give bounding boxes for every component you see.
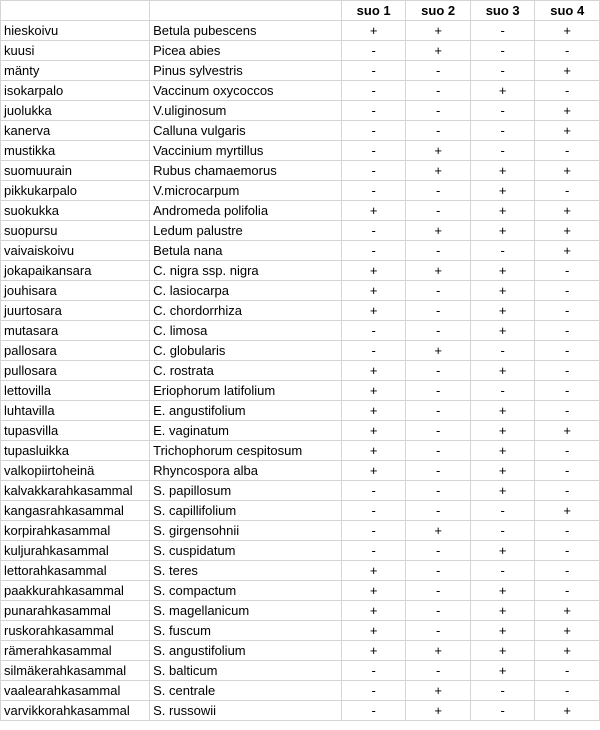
table-row bbox=[1, 641, 600, 661]
table-row bbox=[1, 561, 600, 581]
presence-cell-suo-2[interactable]: - bbox=[406, 441, 471, 461]
presence-cell-suo-4[interactable]: - bbox=[535, 81, 600, 101]
finnish-name-cell[interactable]: isokarpalo bbox=[1, 81, 150, 101]
presence-cell-suo-4[interactable]: - bbox=[535, 581, 600, 601]
presence-cell-suo-4[interactable]: - bbox=[535, 521, 600, 541]
presence-cell-suo-1[interactable]: - bbox=[341, 101, 406, 121]
presence-cell-suo-2[interactable]: - bbox=[406, 321, 471, 341]
presence-cell-suo-2[interactable]: - bbox=[406, 621, 471, 641]
presence-cell-suo-2[interactable]: - bbox=[406, 381, 471, 401]
presence-cell-suo-4[interactable]: - bbox=[535, 41, 600, 61]
finnish-name-cell[interactable]: paakkurahkasammal bbox=[1, 581, 150, 601]
presence-cell-suo-4[interactable]: - bbox=[535, 381, 600, 401]
presence-cell-suo-4[interactable]: - bbox=[535, 261, 600, 281]
finnish-name-cell[interactable]: kalvakkarahkasammal bbox=[1, 481, 150, 501]
table-row bbox=[1, 101, 600, 121]
table-row bbox=[1, 381, 600, 401]
presence-cell-suo-2[interactable]: - bbox=[406, 421, 471, 441]
latin-name-cell[interactable]: C. chordorrhiza bbox=[150, 301, 342, 321]
presence-cell-suo-2[interactable]: + bbox=[406, 701, 471, 721]
presence-cell-suo-4[interactable]: + bbox=[535, 201, 600, 221]
latin-name-cell[interactable]: Betula pubescens bbox=[150, 21, 342, 41]
header-row bbox=[1, 1, 600, 21]
latin-name-cell[interactable]: Rubus chamaemorus bbox=[150, 161, 342, 181]
presence-cell-suo-1[interactable]: - bbox=[341, 141, 406, 161]
finnish-name-cell[interactable]: pullosara bbox=[1, 361, 150, 381]
presence-cell-suo-1[interactable]: - bbox=[341, 61, 406, 81]
latin-name-cell[interactable]: V.uliginosum bbox=[150, 101, 342, 121]
presence-cell-suo-2[interactable]: - bbox=[406, 501, 471, 521]
presence-cell-suo-4[interactable]: - bbox=[535, 681, 600, 701]
latin-name-cell[interactable]: Picea abies bbox=[150, 41, 342, 61]
presence-cell-suo-3[interactable]: + bbox=[470, 161, 535, 181]
presence-cell-suo-4[interactable]: + bbox=[535, 221, 600, 241]
table-row bbox=[1, 701, 600, 721]
presence-cell-suo-1[interactable]: - bbox=[341, 541, 406, 561]
table-row bbox=[1, 261, 600, 281]
presence-cell-suo-2[interactable]: - bbox=[406, 401, 471, 421]
table-row bbox=[1, 321, 600, 341]
finnish-name-cell[interactable]: tupasvilla bbox=[1, 421, 150, 441]
presence-cell-suo-1[interactable]: - bbox=[341, 501, 406, 521]
presence-cell-suo-1[interactable]: + bbox=[341, 441, 406, 461]
presence-cell-suo-4[interactable]: + bbox=[535, 621, 600, 641]
presence-cell-suo-2[interactable]: - bbox=[406, 61, 471, 81]
presence-cell-suo-4[interactable]: - bbox=[535, 661, 600, 681]
finnish-name-cell[interactable]: kanerva bbox=[1, 121, 150, 141]
presence-cell-suo-3[interactable]: - bbox=[470, 61, 535, 81]
latin-name-cell[interactable]: Andromeda polifolia bbox=[150, 201, 342, 221]
presence-cell-suo-4[interactable]: - bbox=[535, 401, 600, 421]
presence-cell-suo-4[interactable]: + bbox=[535, 421, 600, 441]
header-suo-3[interactable]: suo 3 bbox=[470, 1, 535, 21]
presence-cell-suo-4[interactable]: - bbox=[535, 481, 600, 501]
finnish-name-cell[interactable]: varvikkorahkasammal bbox=[1, 701, 150, 721]
latin-name-cell[interactable]: S. russowii bbox=[150, 701, 342, 721]
latin-name-cell[interactable]: Vaccinum oxycoccos bbox=[150, 81, 342, 101]
presence-cell-suo-4[interactable]: + bbox=[535, 61, 600, 81]
presence-cell-suo-4[interactable]: + bbox=[535, 701, 600, 721]
presence-cell-suo-4[interactable]: - bbox=[535, 181, 600, 201]
presence-cell-suo-1[interactable]: + bbox=[341, 561, 406, 581]
presence-cell-suo-1[interactable]: + bbox=[341, 201, 406, 221]
presence-cell-suo-2[interactable]: - bbox=[406, 461, 471, 481]
table-row bbox=[1, 581, 600, 601]
latin-name-cell[interactable]: S. capillifolium bbox=[150, 501, 342, 521]
presence-cell-suo-2[interactable]: + bbox=[406, 221, 471, 241]
finnish-name-cell[interactable]: kuusi bbox=[1, 41, 150, 61]
presence-cell-suo-3[interactable]: - bbox=[470, 561, 535, 581]
presence-cell-suo-3[interactable]: - bbox=[470, 21, 535, 41]
presence-cell-suo-4[interactable]: - bbox=[535, 441, 600, 461]
latin-name-cell[interactable]: Calluna vulgaris bbox=[150, 121, 342, 141]
presence-cell-suo-3[interactable]: - bbox=[470, 241, 535, 261]
table-row bbox=[1, 461, 600, 481]
presence-cell-suo-1[interactable]: - bbox=[341, 701, 406, 721]
latin-name-cell[interactable]: C. rostrata bbox=[150, 361, 342, 381]
presence-cell-suo-1[interactable]: - bbox=[341, 181, 406, 201]
presence-cell-suo-3[interactable]: - bbox=[470, 41, 535, 61]
table-row bbox=[1, 141, 600, 161]
presence-cell-suo-3[interactable]: + bbox=[470, 621, 535, 641]
latin-name-cell[interactable]: S. cuspidatum bbox=[150, 541, 342, 561]
latin-name-cell[interactable]: S. teres bbox=[150, 561, 342, 581]
latin-name-cell[interactable]: Rhyncospora alba bbox=[150, 461, 342, 481]
latin-name-cell[interactable]: E. vaginatum bbox=[150, 421, 342, 441]
table-row bbox=[1, 21, 600, 41]
presence-cell-suo-2[interactable]: - bbox=[406, 361, 471, 381]
presence-cell-suo-3[interactable]: + bbox=[470, 181, 535, 201]
presence-cell-suo-1[interactable]: + bbox=[341, 621, 406, 641]
presence-cell-suo-2[interactable]: - bbox=[406, 541, 471, 561]
presence-cell-suo-2[interactable]: - bbox=[406, 101, 471, 121]
latin-name-cell[interactable]: Betula nana bbox=[150, 241, 342, 261]
presence-cell-suo-1[interactable]: - bbox=[341, 121, 406, 141]
presence-cell-suo-1[interactable]: + bbox=[341, 641, 406, 661]
presence-cell-suo-1[interactable]: + bbox=[341, 421, 406, 441]
presence-cell-suo-2[interactable]: - bbox=[406, 301, 471, 321]
presence-cell-suo-1[interactable]: - bbox=[341, 241, 406, 261]
finnish-name-cell[interactable]: pallosara bbox=[1, 341, 150, 361]
presence-cell-suo-2[interactable]: - bbox=[406, 281, 471, 301]
presence-cell-suo-3[interactable]: - bbox=[470, 141, 535, 161]
latin-name-cell[interactable]: C. nigra ssp. nigra bbox=[150, 261, 342, 281]
presence-cell-suo-3[interactable]: + bbox=[470, 581, 535, 601]
latin-name-cell[interactable]: S. girgensohnii bbox=[150, 521, 342, 541]
table-row bbox=[1, 481, 600, 501]
table-row bbox=[1, 281, 600, 301]
finnish-name-cell[interactable]: silmäkerahkasammal bbox=[1, 661, 150, 681]
table-row bbox=[1, 441, 600, 461]
table-row bbox=[1, 221, 600, 241]
table-row bbox=[1, 201, 600, 221]
header-cell[interactable] bbox=[150, 1, 342, 21]
presence-cell-suo-3[interactable]: + bbox=[470, 641, 535, 661]
presence-cell-suo-4[interactable]: + bbox=[535, 241, 600, 261]
presence-cell-suo-3[interactable]: + bbox=[470, 361, 535, 381]
finnish-name-cell[interactable]: jouhisara bbox=[1, 281, 150, 301]
presence-cell-suo-4[interactable]: - bbox=[535, 541, 600, 561]
presence-cell-suo-1[interactable]: - bbox=[341, 521, 406, 541]
presence-cell-suo-3[interactable]: + bbox=[470, 261, 535, 281]
presence-cell-suo-1[interactable]: + bbox=[341, 301, 406, 321]
table-row bbox=[1, 121, 600, 141]
presence-cell-suo-1[interactable]: + bbox=[341, 281, 406, 301]
finnish-name-cell[interactable]: lettorahkasammal bbox=[1, 561, 150, 581]
presence-cell-suo-3[interactable]: + bbox=[470, 201, 535, 221]
finnish-name-cell[interactable]: vaalearahkasammal bbox=[1, 681, 150, 701]
presence-cell-suo-4[interactable]: + bbox=[535, 601, 600, 621]
finnish-name-cell[interactable]: jokapaikansara bbox=[1, 261, 150, 281]
latin-name-cell[interactable]: S. angustifolium bbox=[150, 641, 342, 661]
table-row bbox=[1, 681, 600, 701]
presence-cell-suo-2[interactable]: + bbox=[406, 341, 471, 361]
presence-cell-suo-4[interactable]: + bbox=[535, 501, 600, 521]
finnish-name-cell[interactable]: valkopiirtoheinä bbox=[1, 461, 150, 481]
presence-cell-suo-1[interactable]: + bbox=[341, 381, 406, 401]
presence-cell-suo-2[interactable]: + bbox=[406, 261, 471, 281]
presence-cell-suo-3[interactable]: + bbox=[470, 81, 535, 101]
presence-cell-suo-3[interactable]: + bbox=[470, 421, 535, 441]
presence-cell-suo-1[interactable]: - bbox=[341, 681, 406, 701]
finnish-name-cell[interactable]: kangasrahkasammal bbox=[1, 501, 150, 521]
header-cell[interactable] bbox=[1, 1, 150, 21]
presence-cell-suo-1[interactable]: + bbox=[341, 21, 406, 41]
latin-name-cell[interactable]: C. globularis bbox=[150, 341, 342, 361]
table-row bbox=[1, 41, 600, 61]
finnish-name-cell[interactable]: pikkukarpalo bbox=[1, 181, 150, 201]
table-row bbox=[1, 421, 600, 441]
presence-cell-suo-2[interactable]: - bbox=[406, 81, 471, 101]
presence-cell-suo-3[interactable]: + bbox=[470, 481, 535, 501]
finnish-name-cell[interactable]: hieskoivu bbox=[1, 21, 150, 41]
presence-cell-suo-2[interactable]: + bbox=[406, 161, 471, 181]
presence-cell-suo-2[interactable]: - bbox=[406, 201, 471, 221]
presence-cell-suo-3[interactable]: + bbox=[470, 601, 535, 621]
latin-name-cell[interactable]: Vaccinium myrtillus bbox=[150, 141, 342, 161]
table-row bbox=[1, 61, 600, 81]
presence-cell-suo-1[interactable]: - bbox=[341, 161, 406, 181]
table-row bbox=[1, 401, 600, 421]
presence-cell-suo-4[interactable]: - bbox=[535, 141, 600, 161]
latin-name-cell[interactable]: S. fuscum bbox=[150, 621, 342, 641]
table-row bbox=[1, 241, 600, 261]
finnish-name-cell[interactable]: vaivaiskoivu bbox=[1, 241, 150, 261]
table-row bbox=[1, 501, 600, 521]
presence-cell-suo-1[interactable]: - bbox=[341, 41, 406, 61]
latin-name-cell[interactable]: V.microcarpum bbox=[150, 181, 342, 201]
presence-cell-suo-3[interactable]: + bbox=[470, 541, 535, 561]
presence-cell-suo-4[interactable]: - bbox=[535, 341, 600, 361]
presence-cell-suo-1[interactable]: - bbox=[341, 661, 406, 681]
presence-cell-suo-2[interactable]: + bbox=[406, 681, 471, 701]
finnish-name-cell[interactable]: suokukka bbox=[1, 201, 150, 221]
table-row bbox=[1, 661, 600, 681]
table-row bbox=[1, 341, 600, 361]
presence-cell-suo-2[interactable]: - bbox=[406, 601, 471, 621]
latin-name-cell[interactable]: Trichophorum cespitosum bbox=[150, 441, 342, 461]
latin-name-cell[interactable]: S. magellanicum bbox=[150, 601, 342, 621]
presence-cell-suo-4[interactable]: - bbox=[535, 301, 600, 321]
presence-cell-suo-1[interactable]: + bbox=[341, 401, 406, 421]
finnish-name-cell[interactable]: korpirahkasammal bbox=[1, 521, 150, 541]
finnish-name-cell[interactable]: suopursu bbox=[1, 221, 150, 241]
presence-cell-suo-4[interactable]: - bbox=[535, 321, 600, 341]
latin-name-cell[interactable]: S. compactum bbox=[150, 581, 342, 601]
presence-cell-suo-2[interactable]: - bbox=[406, 561, 471, 581]
presence-cell-suo-3[interactable]: - bbox=[470, 701, 535, 721]
presence-cell-suo-3[interactable]: + bbox=[470, 401, 535, 421]
header-suo-1[interactable]: suo 1 bbox=[341, 1, 406, 21]
table-row bbox=[1, 181, 600, 201]
presence-cell-suo-3[interactable]: - bbox=[470, 501, 535, 521]
presence-cell-suo-2[interactable]: - bbox=[406, 241, 471, 261]
presence-cell-suo-3[interactable]: + bbox=[470, 661, 535, 681]
presence-cell-suo-4[interactable]: - bbox=[535, 561, 600, 581]
table-row bbox=[1, 521, 600, 541]
presence-cell-suo-1[interactable]: - bbox=[341, 81, 406, 101]
finnish-name-cell[interactable]: mustikka bbox=[1, 141, 150, 161]
presence-cell-suo-3[interactable]: - bbox=[470, 381, 535, 401]
presence-cell-suo-1[interactable]: + bbox=[341, 581, 406, 601]
presence-cell-suo-4[interactable]: + bbox=[535, 641, 600, 661]
presence-cell-suo-1[interactable]: + bbox=[341, 601, 406, 621]
presence-cell-suo-2[interactable]: + bbox=[406, 141, 471, 161]
presence-cell-suo-3[interactable]: - bbox=[470, 121, 535, 141]
presence-cell-suo-2[interactable]: - bbox=[406, 661, 471, 681]
latin-name-cell[interactable]: S. papillosum bbox=[150, 481, 342, 501]
presence-cell-suo-4[interactable]: - bbox=[535, 281, 600, 301]
presence-cell-suo-3[interactable]: + bbox=[470, 321, 535, 341]
presence-cell-suo-3[interactable]: + bbox=[470, 461, 535, 481]
presence-cell-suo-3[interactable]: + bbox=[470, 281, 535, 301]
presence-cell-suo-2[interactable]: - bbox=[406, 181, 471, 201]
latin-name-cell[interactable]: E. angustifolium bbox=[150, 401, 342, 421]
table-row bbox=[1, 301, 600, 321]
finnish-name-cell[interactable]: lettovilla bbox=[1, 381, 150, 401]
presence-cell-suo-4[interactable]: - bbox=[535, 361, 600, 381]
finnish-name-cell[interactable]: luhtavilla bbox=[1, 401, 150, 421]
presence-cell-suo-1[interactable]: + bbox=[341, 261, 406, 281]
latin-name-cell[interactable]: Eriophorum latifolium bbox=[150, 381, 342, 401]
presence-cell-suo-4[interactable]: - bbox=[535, 461, 600, 481]
presence-cell-suo-4[interactable]: + bbox=[535, 21, 600, 41]
presence-cell-suo-1[interactable]: + bbox=[341, 461, 406, 481]
presence-cell-suo-4[interactable]: + bbox=[535, 121, 600, 141]
latin-name-cell[interactable]: Ledum palustre bbox=[150, 221, 342, 241]
presence-cell-suo-1[interactable]: - bbox=[341, 481, 406, 501]
presence-cell-suo-3[interactable]: + bbox=[470, 301, 535, 321]
finnish-name-cell[interactable]: tupasluikka bbox=[1, 441, 150, 461]
latin-name-cell[interactable]: C. limosa bbox=[150, 321, 342, 341]
presence-cell-suo-2[interactable]: - bbox=[406, 581, 471, 601]
presence-cell-suo-4[interactable]: + bbox=[535, 101, 600, 121]
presence-cell-suo-4[interactable]: + bbox=[535, 161, 600, 181]
presence-cell-suo-2[interactable]: + bbox=[406, 521, 471, 541]
latin-name-cell[interactable]: C. lasiocarpa bbox=[150, 281, 342, 301]
latin-name-cell[interactable]: S. centrale bbox=[150, 681, 342, 701]
header-suo-4[interactable]: suo 4 bbox=[535, 1, 600, 21]
presence-cell-suo-3[interactable]: - bbox=[470, 341, 535, 361]
finnish-name-cell[interactable]: punarahkasammal bbox=[1, 601, 150, 621]
presence-cell-suo-1[interactable]: - bbox=[341, 321, 406, 341]
header-suo-2[interactable]: suo 2 bbox=[406, 1, 471, 21]
table-row bbox=[1, 621, 600, 641]
presence-cell-suo-1[interactable]: + bbox=[341, 361, 406, 381]
latin-name-cell[interactable]: Pinus sylvestris bbox=[150, 61, 342, 81]
presence-cell-suo-2[interactable]: - bbox=[406, 481, 471, 501]
presence-cell-suo-3[interactable]: + bbox=[470, 441, 535, 461]
finnish-name-cell[interactable]: ruskorahkasammal bbox=[1, 621, 150, 641]
finnish-name-cell[interactable]: mutasara bbox=[1, 321, 150, 341]
presence-cell-suo-3[interactable]: - bbox=[470, 521, 535, 541]
finnish-name-cell[interactable]: kuljurahkasammal bbox=[1, 541, 150, 561]
presence-cell-suo-2[interactable]: + bbox=[406, 41, 471, 61]
latin-name-cell[interactable]: S. balticum bbox=[150, 661, 342, 681]
finnish-name-cell[interactable]: juolukka bbox=[1, 101, 150, 121]
finnish-name-cell[interactable]: rämerahkasammal bbox=[1, 641, 150, 661]
finnish-name-cell[interactable]: suomuurain bbox=[1, 161, 150, 181]
presence-cell-suo-2[interactable]: + bbox=[406, 641, 471, 661]
table-row bbox=[1, 601, 600, 621]
presence-cell-suo-2[interactable]: - bbox=[406, 121, 471, 141]
table-row bbox=[1, 541, 600, 561]
presence-cell-suo-2[interactable]: + bbox=[406, 21, 471, 41]
table-row bbox=[1, 81, 600, 101]
finnish-name-cell[interactable]: mänty bbox=[1, 61, 150, 81]
presence-cell-suo-3[interactable]: - bbox=[470, 101, 535, 121]
table-row bbox=[1, 161, 600, 181]
presence-cell-suo-3[interactable]: - bbox=[470, 681, 535, 701]
presence-cell-suo-3[interactable]: + bbox=[470, 221, 535, 241]
finnish-name-cell[interactable]: juurtosara bbox=[1, 301, 150, 321]
table-row bbox=[1, 361, 600, 381]
presence-cell-suo-1[interactable]: - bbox=[341, 341, 406, 361]
presence-cell-suo-1[interactable]: - bbox=[341, 221, 406, 241]
